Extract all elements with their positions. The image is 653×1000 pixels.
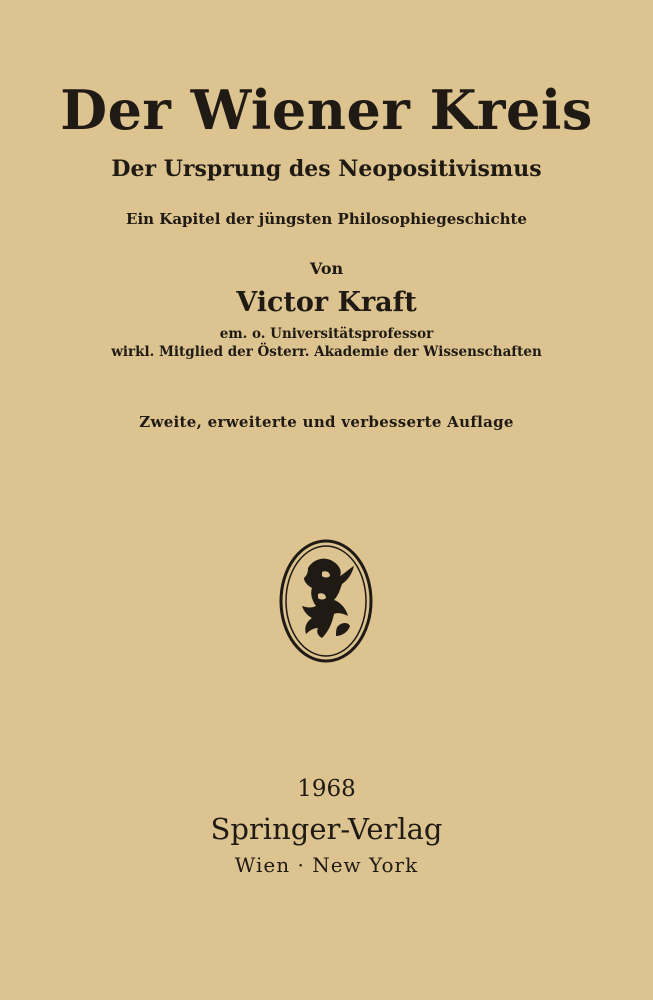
by-label: Von (309, 259, 344, 278)
author-role-2: wirkl. Mitglied der Österr. Akademie der Wissenschaften (111, 344, 542, 360)
book-subtitle: Der Ursprung des Neopositivismus (111, 156, 542, 182)
publication-place: Wien · New York (234, 853, 419, 877)
author-role-1: em. o. Universitätsprofessor (219, 326, 434, 342)
publication-year: 1968 (297, 776, 356, 802)
book-tagline: Ein Kapitel der jüngsten Philosophiegeschichte (126, 210, 527, 228)
author-name: Victor Kraft (236, 287, 417, 318)
book-title: Der Wiener Kreis (60, 78, 593, 142)
edition-note: Zweite, erweiterte und verbesserte Auflage (139, 413, 514, 431)
publisher-name: Springer-Verlag (210, 812, 443, 846)
springer-horse-icon (278, 538, 374, 664)
